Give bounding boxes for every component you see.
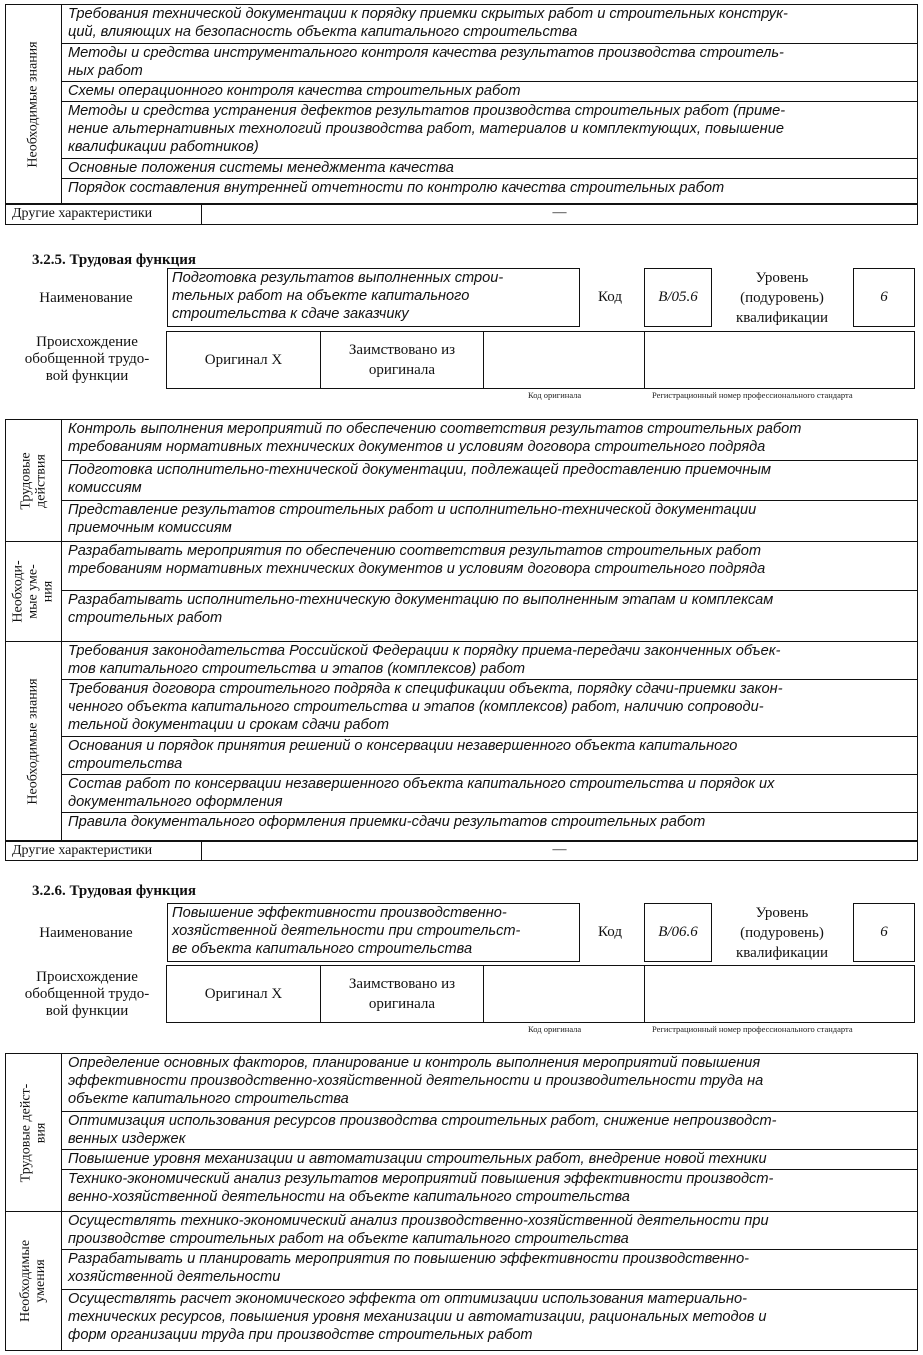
requirement-row bbox=[62, 1149, 917, 1169]
group-label-cell bbox=[6, 1211, 61, 1349]
name-label: Наименование bbox=[39, 925, 133, 941]
text-line: Подготовка исполнительно-технической документации, подлежащей предоставлению приемочным bbox=[68, 462, 771, 478]
code-value: B/05.6 bbox=[658, 289, 698, 305]
function-name-box bbox=[167, 903, 580, 962]
text-line: эффективности производственно-хозяйственной деятельности и производительности труда на bbox=[68, 1073, 764, 1089]
text-line: документального оформления bbox=[68, 794, 283, 810]
other-characteristics-label: Другие характеристики bbox=[6, 205, 202, 224]
level-label bbox=[718, 903, 846, 963]
code-original-cell bbox=[484, 332, 645, 388]
requirement-row bbox=[62, 1211, 917, 1249]
text-line: Заимствовано из bbox=[348, 976, 456, 992]
reg-number-caption: Регистрационный номер профессионального стандарта bbox=[652, 390, 853, 400]
text-line: Разрабатывать и планировать мероприятия по повышению эффективности производственно- bbox=[68, 1251, 750, 1267]
text-line: Порядок составления внутренней отчетности по контролю качества строительных работ bbox=[68, 180, 725, 196]
original-x: Оригинал X bbox=[204, 986, 283, 1002]
text-line: Методы и средства инструментального контроля качества результатов производства строитель- bbox=[68, 45, 784, 61]
borrowed-cell bbox=[321, 966, 484, 1022]
text-line: Требования законодательства Российской Федерации к порядку приема-передачи законченных объек- bbox=[68, 643, 781, 659]
text-line: строительных работ bbox=[68, 610, 223, 626]
group-labels-column bbox=[6, 1054, 62, 1350]
text-line: ве объекта капитального строительства bbox=[172, 941, 473, 957]
requirement-row bbox=[62, 500, 917, 541]
text-line: Повышение уровня механизации и автоматизации строительных работ, внедрение новой техники bbox=[68, 1151, 767, 1167]
code-value: B/06.6 bbox=[658, 924, 698, 940]
function-name bbox=[168, 904, 579, 958]
text-line: Определение основных факторов, планирование и контроль выполнения мероприятий повышения bbox=[68, 1055, 761, 1071]
text-line: (подуровень) bbox=[740, 925, 824, 941]
text-line: требованиям нормативных технических документов и условиям договора строительного подряда bbox=[68, 439, 766, 455]
text-line: венных издержек bbox=[68, 1131, 186, 1147]
text-line: (подуровень) bbox=[740, 290, 824, 306]
requirement-row bbox=[62, 679, 917, 736]
text-line: квалификации bbox=[735, 310, 829, 326]
requirement-row bbox=[62, 5, 917, 43]
text-line: производстве строительных работ на объекте капитального строительства bbox=[68, 1231, 629, 1247]
requirement-row bbox=[62, 81, 917, 101]
text-line: комиссиям bbox=[68, 480, 142, 496]
knowledge-table-continued bbox=[5, 4, 918, 204]
origin-row bbox=[166, 331, 915, 389]
requirement-row bbox=[62, 774, 917, 812]
group-label-knowledge: Необходимые знания bbox=[26, 40, 42, 168]
reg-number-cell bbox=[645, 332, 914, 388]
text-line: Осуществлять расчет экономического эффекта от оптимизации использования материально- bbox=[68, 1291, 747, 1307]
original-x-cell bbox=[167, 332, 321, 388]
text-line: Повышение эффективности производственно- bbox=[172, 905, 507, 921]
code-original-caption: Код оригинала bbox=[528, 1024, 582, 1034]
reg-number-cell bbox=[645, 966, 914, 1022]
text-line: объекте капитального строительства bbox=[68, 1091, 349, 1107]
group-label: Необходи- мые уме- ния bbox=[11, 560, 57, 623]
group-label-cell bbox=[6, 1054, 61, 1211]
text-line: оригинала bbox=[368, 362, 436, 378]
level-value: 6 bbox=[880, 924, 888, 940]
text-line: Правила документального оформления приемки-сдачи результатов строительных работ bbox=[68, 814, 706, 830]
original-x: Оригинал X bbox=[204, 352, 283, 368]
requirement-row bbox=[62, 158, 917, 178]
text-line: Схемы операционного контроля качества строительных работ bbox=[68, 83, 521, 99]
group-label: Трудовые действия bbox=[18, 451, 49, 510]
text-line: тельных работ на объекте капитального bbox=[172, 288, 470, 304]
requirement-row bbox=[62, 1249, 917, 1289]
other-characteristics-row bbox=[5, 204, 918, 225]
text-line: Представление результатов строительных работ и исполнительно-технической документации bbox=[68, 502, 757, 518]
text-line: Разрабатывать мероприятия по обеспечению соответствия результатов строительных работ bbox=[68, 543, 761, 559]
section-title-3-2-6: 3.2.6. Трудовая функция bbox=[32, 883, 197, 899]
text-line: требованиям нормативных технических документов и условиям договора строительного подряда bbox=[68, 561, 766, 577]
text-line: строительства к сдаче заказчику bbox=[172, 306, 409, 322]
requirement-row bbox=[62, 178, 917, 204]
text-line: строительства bbox=[68, 756, 183, 772]
group-label-cell bbox=[6, 5, 62, 203]
requirement-row bbox=[62, 43, 917, 81]
origin-label bbox=[8, 334, 166, 385]
borrowed-cell bbox=[321, 332, 484, 388]
text-line: ций, влияющих на безопасность объекта капитального строительства bbox=[68, 24, 578, 40]
code-original-caption: Код оригинала bbox=[528, 390, 582, 400]
group-label: Трудовые дейст- вия bbox=[18, 1083, 49, 1182]
text-line: обобщенной трудо- bbox=[24, 986, 150, 1002]
requirement-row bbox=[62, 460, 917, 500]
text-line: тов капитального строительства и этапов (комплексов) работ bbox=[68, 661, 525, 677]
text-line: Оптимизация использования ресурсов производства строительных работ, снижение непроизводст- bbox=[68, 1113, 777, 1129]
group-labels-column bbox=[6, 420, 62, 840]
requirement-row bbox=[62, 590, 917, 641]
text-line: Требования договора строительного подряда к спецификации объекта, порядку сдачи-приемки закон- bbox=[68, 681, 783, 697]
borrowed-label bbox=[349, 974, 455, 1014]
other-characteristics-row bbox=[5, 841, 918, 861]
text-line: Основания и порядок принятия решений о консервации незавершенного объекта капитального bbox=[68, 738, 738, 754]
text-line: хозяйственной деятельности при строительст- bbox=[172, 923, 521, 939]
requirement-row bbox=[62, 101, 917, 158]
text-line: ных работ bbox=[68, 63, 143, 79]
code-value-box bbox=[644, 903, 712, 962]
other-characteristics-label: Другие характеристики bbox=[6, 842, 202, 860]
requirement-row bbox=[62, 812, 917, 841]
origin-label bbox=[8, 969, 166, 1020]
function-5-requirements-table bbox=[5, 419, 918, 841]
function-name-box bbox=[167, 268, 580, 327]
text-line: вой функции bbox=[45, 368, 129, 384]
text-line: Контроль выполнения мероприятий по обеспечению соответствия результатов строительных работ bbox=[68, 421, 802, 437]
requirement-row bbox=[62, 736, 917, 774]
text-line: Происхождение bbox=[36, 969, 138, 985]
text-line: квалификации bbox=[735, 945, 829, 961]
level-value: 6 bbox=[880, 289, 888, 305]
borrowed-label bbox=[349, 340, 455, 380]
text-line: ченного объекта капитального строительства и этапов (комплексов) работ, наличию сопроводи- bbox=[68, 699, 764, 715]
text-line: Происхождение bbox=[36, 334, 138, 350]
level-label bbox=[718, 268, 846, 328]
text-line: хозяйственной деятельности bbox=[68, 1269, 281, 1285]
requirement-row bbox=[62, 1111, 917, 1149]
text-line: Методы и средства устранения дефектов результатов производства строительных работ (приме- bbox=[68, 103, 786, 119]
code-label: Код bbox=[598, 924, 622, 940]
text-line: Технико-экономический анализ результатов мероприятий повышения эффективности производст- bbox=[68, 1171, 774, 1187]
group-label-cell bbox=[6, 541, 61, 641]
text-line: форм организации труда при производстве строительных работ bbox=[68, 1327, 533, 1343]
origin-row bbox=[166, 965, 915, 1023]
other-characteristics-value: — bbox=[552, 205, 567, 220]
text-line: приемочным комиссиям bbox=[68, 520, 232, 536]
function-name bbox=[168, 269, 579, 323]
group-label-cell bbox=[6, 420, 61, 541]
section-title-3-2-5: 3.2.5. Трудовая функция bbox=[32, 252, 197, 268]
text-line: Осуществлять технико-экономический анализ производственно-хозяйственной деятельности при bbox=[68, 1213, 769, 1229]
requirement-row bbox=[62, 420, 917, 460]
text-line: Подготовка результатов выполненных строи- bbox=[172, 270, 504, 286]
text-line: Разрабатывать исполнительно-техническую документацию по выполненным этапам и комплексам bbox=[68, 592, 774, 608]
text-line: тельной документации и срокам сдачи работ bbox=[68, 717, 389, 733]
text-line: Состав работ по консервации незавершенного объекта капитального строительства и порядок их bbox=[68, 776, 775, 792]
requirement-row bbox=[62, 541, 917, 590]
text-line: нение альтернативных технологий производства работ, материалов и комплектующих, повышение bbox=[68, 121, 784, 137]
requirement-row bbox=[62, 641, 917, 679]
reg-number-caption: Регистрационный номер профессионального стандарта bbox=[652, 1024, 853, 1034]
text-line: квалификации работников) bbox=[68, 139, 259, 155]
text-line: венно-хозяйственной деятельности на объекте капитального строительства bbox=[68, 1189, 630, 1205]
text-line: Уровень bbox=[755, 905, 809, 921]
other-characteristics-value: — bbox=[552, 842, 567, 857]
name-label: Наименование bbox=[39, 290, 133, 306]
text-line: оригинала bbox=[368, 996, 436, 1012]
group-label: Необходимые знания bbox=[26, 678, 42, 805]
requirement-row bbox=[62, 1289, 917, 1349]
text-line: технических ресурсов, повышения уровня механизации и автоматизации, рациональных методов и bbox=[68, 1309, 767, 1325]
group-label: Необходимые умения bbox=[18, 1239, 49, 1322]
text-line: вой функции bbox=[45, 1003, 129, 1019]
text-line: Заимствовано из bbox=[348, 342, 456, 358]
text-line: Требования технической документации к порядку приемки скрытых работ и строительных конструк- bbox=[68, 6, 788, 22]
group-label-cell bbox=[6, 641, 61, 841]
requirement-row bbox=[62, 1169, 917, 1211]
code-label: Код bbox=[598, 289, 622, 305]
text-line: Основные положения системы менеджмента качества bbox=[68, 160, 454, 176]
level-value-box bbox=[853, 268, 915, 327]
requirement-row bbox=[62, 1054, 917, 1111]
text-line: Уровень bbox=[755, 270, 809, 286]
function-6-requirements-table bbox=[5, 1053, 918, 1351]
level-value-box bbox=[853, 903, 915, 962]
original-x-cell bbox=[167, 966, 321, 1022]
code-value-box bbox=[644, 268, 712, 327]
text-line: обобщенной трудо- bbox=[24, 351, 150, 367]
code-original-cell bbox=[484, 966, 645, 1022]
